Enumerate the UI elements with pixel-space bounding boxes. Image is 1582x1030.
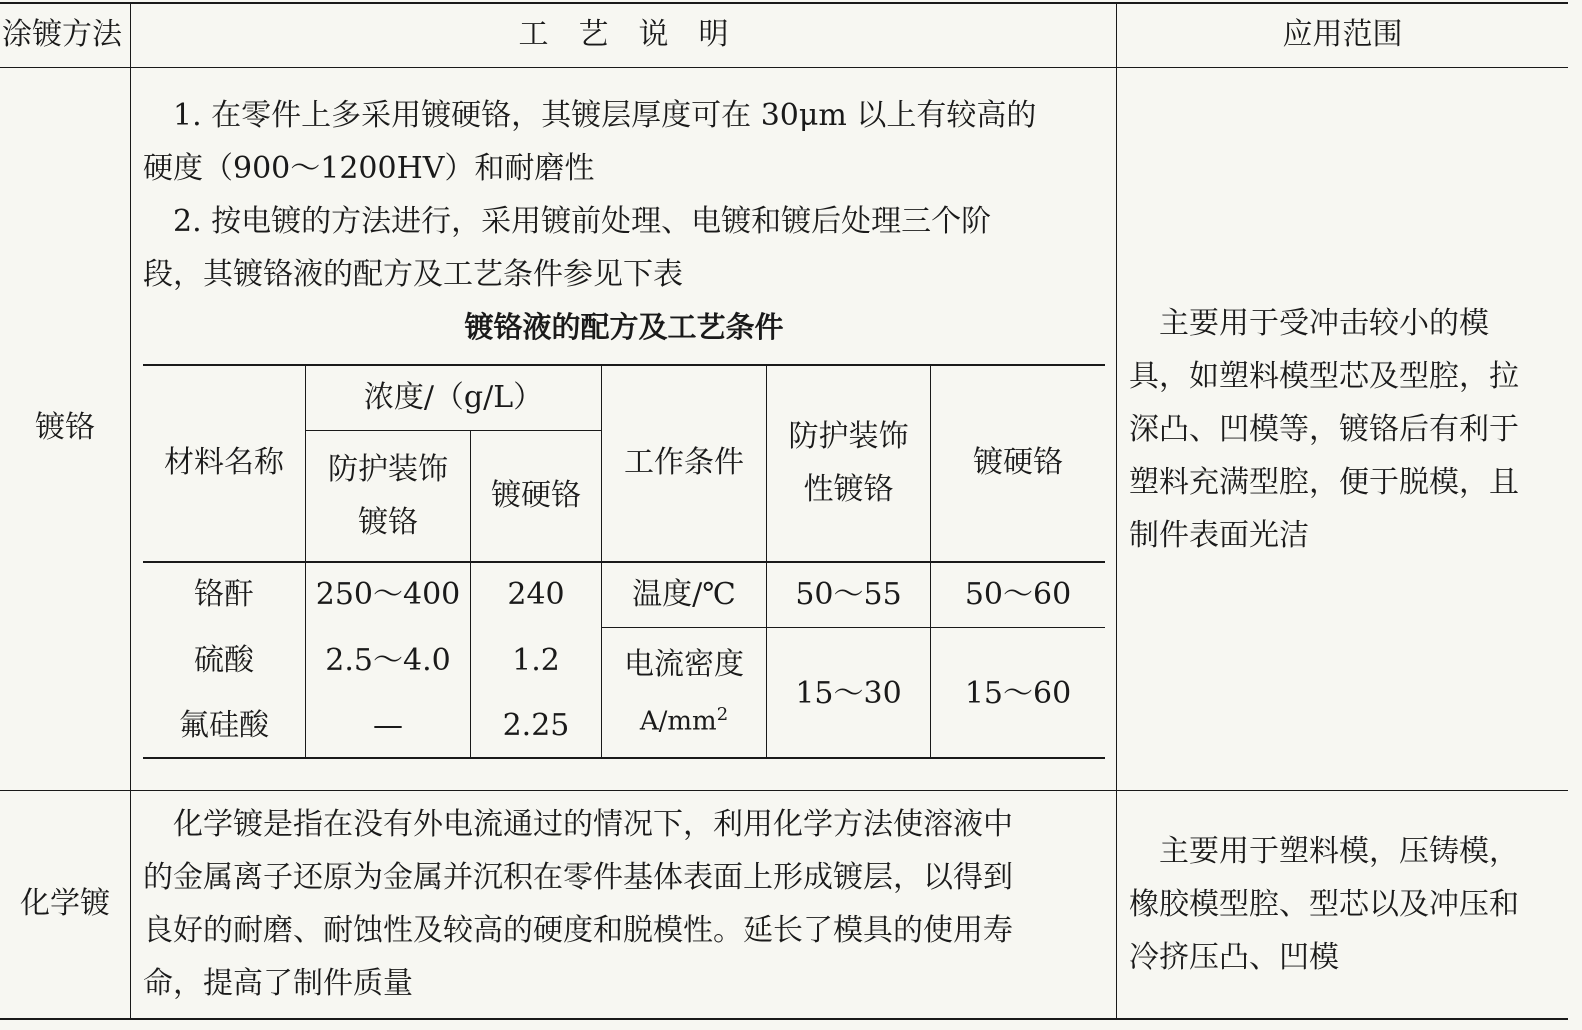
current-unit-text: A/mm	[639, 706, 717, 737]
header-scope: 应用范围	[1282, 17, 1403, 52]
inner-cond-divider	[602, 627, 1105, 628]
inner-header-bottom	[143, 561, 1105, 563]
inner-conc-decor-1: 250～400	[315, 577, 461, 612]
inner-head-cond-decor-1: 防护装饰	[788, 419, 909, 454]
inner-conc-subhead-line	[306, 430, 602, 431]
inner-cond-temp-hard: 50～60	[964, 577, 1072, 612]
inner-head-material: 材料名称	[164, 445, 284, 480]
row1-scope-line-5: 制件表面光洁	[1129, 518, 1309, 553]
col-divider-1	[130, 2, 131, 1020]
inner-cond-temp-decor: 50～55	[795, 577, 902, 612]
row1-process-line-2: 硬度（900～1200HV）和耐磨性	[143, 151, 595, 186]
inner-conc-hard-1: 240	[507, 577, 565, 612]
inner-cond-current-label: 电流密度	[624, 647, 744, 682]
row1-process-line-3: 2. 按电镀的方法进行，采用镀前处理、电镀和镀后处理三个阶	[143, 204, 992, 239]
row1-scope-line-4: 塑料充满型腔，便于脱模，且	[1129, 465, 1519, 500]
row2-process-line-4: 命，提高了制件质量	[143, 966, 413, 1001]
row2-process-line-3: 良好的耐磨、耐蚀性及较高的硬度和脱模性。延长了模具的使用寿	[143, 913, 1013, 948]
row1-process-line-1: 1. 在零件上多采用镀硬铬，其镀层厚度可在 30μm 以上有较高的	[143, 98, 1037, 133]
inner-vline-3	[601, 365, 602, 758]
row2-process-line-2: 的金属离子还原为金属并沉积在零件基体表面上形成镀层，以得到	[143, 860, 1013, 895]
inner-conc-hard-2: 1.2	[512, 643, 560, 678]
inner-table-title: 镀铬液的配方及工艺条件	[464, 310, 784, 344]
row2-scope-line-1: 主要用于塑料模，压铸模，	[1129, 834, 1519, 869]
row1-scope-line-3: 深凸、凹模等，镀铬后有利于	[1129, 412, 1519, 447]
inner-head-conc-hard: 镀硬铬	[491, 478, 581, 513]
inner-vline-1	[305, 365, 306, 758]
header-method: 涂镀方法	[2, 17, 122, 52]
inner-head-concentration: 浓度/（g/L）	[363, 380, 544, 415]
row2-method: 化学镀	[20, 886, 110, 921]
header-bottom-border	[0, 67, 1568, 68]
row2-scope-line-3: 冷挤压凸、凹模	[1129, 940, 1339, 975]
row1-method: 镀铬	[35, 410, 95, 445]
row2-scope-line-2: 橡胶模型腔、型芯以及冲压和	[1129, 887, 1519, 922]
col-divider-2	[1116, 2, 1117, 1020]
inner-conc-hard-3: 2.25	[502, 708, 570, 743]
inner-head-conc-decor-1: 防护装饰	[328, 452, 448, 487]
inner-cond-current-hard: 15～60	[964, 676, 1072, 711]
outer-bottom-border	[0, 1018, 1568, 1020]
header-process: 工 艺 说 明	[518, 17, 729, 52]
inner-bottom-border	[143, 757, 1105, 759]
row2-process-text	[143, 798, 1013, 1010]
inner-head-cond-hard: 镀硬铬	[973, 445, 1063, 480]
current-unit-sup: 2	[716, 704, 729, 725]
row2-process-line-1: 化学镀是指在没有外电流通过的情况下，利用化学方法使溶液中	[143, 807, 1013, 842]
inner-material-2: 硫酸	[194, 643, 254, 678]
inner-head-conc-decor-2: 镀铬	[358, 505, 418, 540]
inner-top-border	[143, 364, 1105, 366]
row1-scope-line-2: 具，如塑料模型芯及型腔，拉	[1129, 359, 1519, 394]
row1-scope-text	[1129, 297, 1519, 562]
row1-process-line-4: 段，其镀铬液的配方及工艺条件参见下表	[143, 257, 683, 292]
row1-scope-line-1: 主要用于受冲击较小的模	[1129, 306, 1489, 341]
inner-head-condition: 工作条件	[624, 445, 744, 480]
inner-head-cond-decor-2: 性镀铬	[803, 472, 894, 507]
row-divider	[0, 790, 1568, 791]
inner-material-1: 铬酐	[194, 577, 254, 612]
inner-material-3: 氟硅酸	[179, 708, 269, 743]
inner-cond-current-decor: 15～30	[795, 676, 902, 711]
outer-top-border	[0, 2, 1568, 4]
inner-cond-temp-label: 温度/℃	[632, 577, 736, 612]
inner-conc-decor-2: 2.5～4.0	[325, 643, 451, 678]
inner-conc-decor-3: —	[373, 708, 403, 743]
row1-process-text	[143, 89, 1036, 301]
row2-scope-text	[1129, 825, 1519, 984]
inner-cond-current-unit	[602, 706, 766, 735]
